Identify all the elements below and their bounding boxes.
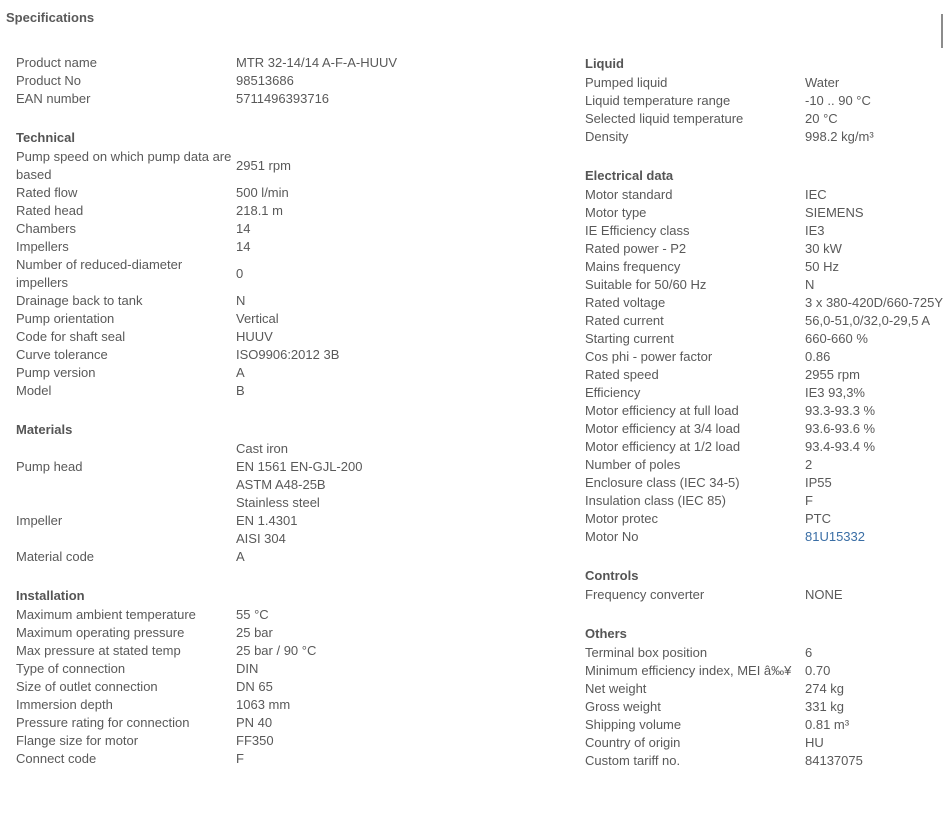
spec-row-impeller <box>16 494 576 548</box>
spec-value-group <box>805 110 838 128</box>
spec-label: Frequency converter <box>585 587 705 602</box>
spec-value-group <box>236 202 283 220</box>
spec-value: 30 kW <box>805 241 842 256</box>
spec-label: Maximum ambient temperature <box>16 607 196 622</box>
spec-row-pump-orientation <box>16 310 576 328</box>
spec-row-pump-head <box>16 440 576 494</box>
spec-value: 6 <box>805 645 813 660</box>
spec-label: Immersion depth <box>16 697 113 712</box>
spec-section-materials <box>16 420 576 566</box>
spec-label: Rated speed <box>585 367 659 382</box>
section-spacer <box>16 400 576 420</box>
spec-row-starting-current <box>585 330 944 348</box>
spec-value-group <box>805 510 831 528</box>
spec-label: Rated voltage <box>585 295 666 310</box>
spec-label: Impeller <box>16 513 63 528</box>
spec-value-group <box>805 92 871 110</box>
spec-value-group <box>805 752 863 770</box>
spec-value: Stainless steel <box>236 495 320 510</box>
spec-label: Motor efficiency at 1/2 load <box>585 439 741 454</box>
page-title: Specifications <box>6 10 95 25</box>
spec-value: IEC <box>805 187 827 202</box>
spec-label: Rated head <box>16 203 84 218</box>
spec-label: Terminal box position <box>585 645 708 660</box>
spec-value: -10 .. 90 °C <box>805 93 871 108</box>
spec-row-drainage-back-to-tank <box>16 292 576 310</box>
spec-value: 3 x 380-420D/660-725Y <box>805 295 944 310</box>
spec-value: MTR 32-14/14 A-F-A-HUUV <box>236 55 398 70</box>
spec-value-group <box>805 294 943 312</box>
spec-label: Pump version <box>16 365 96 380</box>
spec-value-group <box>236 310 279 328</box>
spec-value: 5711496393716 <box>236 91 330 106</box>
spec-label: Motor No <box>585 529 639 544</box>
spec-label: Connect code <box>16 751 97 766</box>
spec-value-group <box>236 265 243 283</box>
spec-section-others <box>585 624 944 770</box>
spec-value: IP55 <box>805 475 832 490</box>
spec-value-group <box>236 440 362 494</box>
spec-row-motor-standard <box>585 186 944 204</box>
spec-row-rated-speed <box>585 366 944 384</box>
spec-label: Motor protec <box>585 511 658 526</box>
spec-row-motor-efficiency-at-full-load <box>585 402 944 420</box>
spec-value: A <box>236 549 245 564</box>
spec-label: Selected liquid temperature <box>585 111 744 126</box>
spec-value: 274 kg <box>805 681 845 696</box>
spec-row-immersion-depth <box>16 696 576 714</box>
spec-value-group <box>236 328 273 346</box>
spec-row-net-weight <box>585 680 944 698</box>
spec-row-rated-current <box>585 312 944 330</box>
spec-row-terminal-box-position <box>585 644 944 662</box>
spec-value: F <box>236 751 244 766</box>
spec-row-motor-protec <box>585 510 944 528</box>
spec-label: Drainage back to tank <box>16 293 143 308</box>
spec-value-group <box>805 186 827 204</box>
section-title: Electrical data <box>585 168 674 183</box>
spec-row-minimum-efficiency-index-mei <box>585 662 944 680</box>
spec-label: Product name <box>16 55 97 70</box>
spec-row-number-of-poles <box>585 456 944 474</box>
spec-value: 98513686 <box>236 73 294 88</box>
spec-value-group <box>805 420 875 438</box>
spec-value-group <box>236 624 273 642</box>
spec-label: Motor standard <box>585 187 673 202</box>
section-title: Liquid <box>585 56 624 71</box>
spec-section-general <box>16 54 576 108</box>
spec-value: Cast iron <box>236 441 289 456</box>
spec-value: B <box>236 383 245 398</box>
spec-value: 2 <box>805 457 813 472</box>
spec-value: 25 bar / 90 °C <box>236 643 317 658</box>
spec-row-rated-flow <box>16 184 576 202</box>
spec-label: Net weight <box>585 681 647 696</box>
spec-label: Type of connection <box>16 661 126 676</box>
spec-value: HUUV <box>236 329 273 344</box>
spec-section-controls <box>585 566 944 604</box>
spec-row-model <box>16 382 576 400</box>
spec-row-motor-no <box>585 528 944 546</box>
spec-value: 14 <box>236 239 251 254</box>
spec-value: 20 °C <box>805 111 838 126</box>
spec-value: EN 1.4301 <box>236 513 298 528</box>
spec-row-flange-size-for-motor <box>16 732 576 750</box>
spec-value: F <box>805 493 813 508</box>
spec-label: Mains frequency <box>585 259 681 274</box>
spec-value: 218.1 m <box>236 203 283 218</box>
spec-value-group <box>805 438 875 456</box>
spec-value: Vertical <box>236 311 279 326</box>
spec-label: Maximum operating pressure <box>16 625 185 640</box>
section-spacer <box>16 566 576 586</box>
section-title: Controls <box>585 568 639 583</box>
spec-row-connect-code <box>16 750 576 768</box>
spec-row-curve-tolerance <box>16 346 576 364</box>
spec-label: Chambers <box>16 221 76 236</box>
spec-label: Cos phi - power factor <box>585 349 713 364</box>
spec-value-group <box>805 222 825 240</box>
spec-label: Enclosure class (IEC 34-5) <box>585 475 740 490</box>
spec-value: ASTM A48-25B <box>236 477 326 492</box>
spec-label: Efficiency <box>585 385 641 400</box>
section-title: Materials <box>16 422 73 437</box>
spec-row-max-pressure-at-stated-temp <box>16 642 576 660</box>
spec-row-gross-weight <box>585 698 944 716</box>
spec-value-group <box>805 240 842 258</box>
spec-label: Pumped liquid <box>585 75 668 90</box>
spec-row-number-of-reduced-diameter-impellers <box>16 256 576 292</box>
spec-row-pressure-rating-for-connection <box>16 714 576 732</box>
spec-row-cos-phi-power-factor <box>585 348 944 366</box>
motor-no-link[interactable]: 81U15332 <box>805 529 865 544</box>
spec-row-type-of-connection <box>16 660 576 678</box>
spec-row-shipping-volume <box>585 716 944 734</box>
spec-value: 93.6-93.6 % <box>805 421 876 436</box>
spec-value-group <box>236 157 291 175</box>
spec-value-group <box>236 238 250 256</box>
spec-row-ean-number <box>16 90 576 108</box>
spec-value-group <box>236 72 294 90</box>
section-spacer <box>585 604 944 624</box>
spec-value: PTC <box>805 511 831 526</box>
spec-label: Size of outlet connection <box>16 679 158 694</box>
spec-value: 93.3-93.3 % <box>805 403 876 418</box>
spec-label: Pump head <box>16 459 83 474</box>
spec-value: 93.4-93.4 % <box>805 439 876 454</box>
spec-row-efficiency <box>585 384 944 402</box>
spec-value: PN 40 <box>236 715 273 730</box>
spec-label: Motor efficiency at 3/4 load <box>585 421 741 436</box>
spec-row-enclosure-class-iec-34-5 <box>585 474 944 492</box>
spec-value: 331 kg <box>805 699 845 714</box>
spec-value: ISO9906:2012 3B <box>236 347 340 362</box>
spec-value: AISI 304 <box>236 531 286 546</box>
spec-label: Pump orientation <box>16 311 115 326</box>
spec-value-group <box>805 402 875 420</box>
spec-label: Rated current <box>585 313 664 328</box>
spec-value-group <box>236 678 273 696</box>
section-title: Others <box>585 626 627 641</box>
spec-value: 660-660 % <box>805 331 868 346</box>
spec-value: 0.86 <box>805 349 831 364</box>
spec-value-group <box>805 734 824 752</box>
spec-value-group <box>805 128 874 146</box>
spec-value-group <box>805 716 849 734</box>
spec-section-electrical-data <box>585 166 944 546</box>
spec-label: Model <box>16 383 52 398</box>
spec-row-custom-tariff-no <box>585 752 944 770</box>
spec-value-group <box>236 714 272 732</box>
spec-label: Product No <box>16 73 82 88</box>
spec-row-insulation-class-iec-85 <box>585 492 944 510</box>
spec-row-motor-efficiency-at-3-4-load <box>585 420 944 438</box>
spec-row-motor-type <box>585 204 944 222</box>
spec-label: Impellers <box>16 239 69 254</box>
spec-label: Motor type <box>585 205 647 220</box>
spec-value: 0.70 <box>805 663 831 678</box>
spec-value-group <box>805 586 843 604</box>
spec-value: 55 °C <box>236 607 269 622</box>
spec-row-country-of-origin <box>585 734 944 752</box>
spec-value: A <box>236 365 245 380</box>
spec-label: Material code <box>16 549 95 564</box>
spec-row-liquid-temperature-range <box>585 92 944 110</box>
spec-value: SIEMENS <box>805 205 864 220</box>
spec-label: Country of origin <box>585 735 681 750</box>
spec-value-group <box>805 474 832 492</box>
spec-value-group <box>236 750 244 768</box>
spec-row-suitable-for-50-60-hz <box>585 276 944 294</box>
spec-row-ie-efficiency-class <box>585 222 944 240</box>
spec-row-rated-voltage <box>585 294 944 312</box>
section-title: Technical <box>16 130 76 145</box>
spec-value-group <box>236 54 397 72</box>
spec-label: Flange size for motor <box>16 733 139 748</box>
spec-value: EN 1561 EN-GJL-200 <box>236 459 363 474</box>
spec-value-group <box>805 348 830 366</box>
spec-section-installation <box>16 586 576 768</box>
spec-value-group <box>236 90 329 108</box>
spec-row-product-name <box>16 54 576 72</box>
spec-value-group <box>805 680 844 698</box>
spec-value: IE3 <box>805 223 825 238</box>
spec-label: Shipping volume <box>585 717 682 732</box>
spec-value-group <box>805 74 839 92</box>
spec-value-group <box>805 492 813 510</box>
spec-row-material-code <box>16 548 576 566</box>
spec-value-group <box>236 494 320 548</box>
spec-row-mains-frequency <box>585 258 944 276</box>
spec-value-group <box>236 382 245 400</box>
spec-label: Insulation class (IEC 85) <box>585 493 726 508</box>
spec-row-pump-version <box>16 364 576 382</box>
spec-value: 56,0-51,0/32,0-29,5 A <box>805 313 931 328</box>
spec-value-group <box>805 312 930 330</box>
spec-value: 2955 rpm <box>805 367 860 382</box>
spec-value: 1063 mm <box>236 697 291 712</box>
spec-label: IE Efficiency class <box>585 223 690 238</box>
spec-section-technical <box>16 128 576 400</box>
spec-row-motor-efficiency-at-1-2-load <box>585 438 944 456</box>
spec-value-group <box>805 366 860 384</box>
spec-label: Rated power - P2 <box>585 241 687 256</box>
spec-value-group <box>805 384 865 402</box>
spec-row-impellers <box>16 238 576 256</box>
spec-row-rated-head <box>16 202 576 220</box>
spec-label: EAN number <box>16 91 91 106</box>
spec-label: Density <box>585 129 629 144</box>
spec-label: Custom tariff no. <box>585 753 681 768</box>
spec-value-group <box>236 696 290 714</box>
spec-label: Number of poles <box>585 457 681 472</box>
section-spacer <box>585 546 944 566</box>
spec-section-liquid <box>585 54 944 146</box>
spec-value-group <box>805 662 830 680</box>
spec-label: Liquid temperature range <box>585 93 731 108</box>
spec-value-group <box>236 220 250 238</box>
spec-value: 25 bar <box>236 625 273 640</box>
spec-label: Code for shaft seal <box>16 329 126 344</box>
spec-value: 998.2 kg/m³ <box>805 129 874 144</box>
spec-row-selected-liquid-temperature <box>585 110 944 128</box>
spec-row-maximum-operating-pressure <box>16 624 576 642</box>
spec-value-group <box>236 548 245 566</box>
section-spacer <box>585 146 944 166</box>
spec-row-rated-power-p2 <box>585 240 944 258</box>
spec-value: NONE <box>805 587 843 602</box>
spec-row-size-of-outlet-connection <box>16 678 576 696</box>
spec-value-group <box>236 292 245 310</box>
spec-label: Suitable for 50/60 Hz <box>585 277 707 292</box>
spec-label: Rated flow <box>16 185 78 200</box>
spec-value: FF350 <box>236 733 274 748</box>
spec-value-group <box>236 606 269 624</box>
spec-label: Curve tolerance <box>16 347 108 362</box>
scrollbar-thumb[interactable] <box>941 14 943 48</box>
spec-row-pump-speed-on-which-pump-data-are-based <box>16 148 576 184</box>
specs-right-column <box>585 54 944 770</box>
spec-label: Max pressure at stated temp <box>16 643 181 658</box>
spec-label: Pressure rating for connection <box>16 715 190 730</box>
spec-row-code-for-shaft-seal <box>16 328 576 346</box>
spec-value-group <box>236 660 258 678</box>
spec-value-group <box>236 184 289 202</box>
spec-value-group <box>805 528 865 546</box>
spec-value: Water <box>805 75 840 90</box>
spec-value: N <box>236 293 246 308</box>
spec-value-group <box>805 644 812 662</box>
spec-value-group <box>236 642 316 660</box>
spec-value-group <box>236 364 245 382</box>
spec-label: Starting current <box>585 331 674 346</box>
specs-left-column <box>16 54 576 768</box>
spec-label: Number of reduced-diameter impellers <box>16 257 183 290</box>
spec-value: 50 Hz <box>805 259 839 274</box>
spec-value: DN 65 <box>236 679 273 694</box>
spec-value: IE3 93,3% <box>805 385 865 400</box>
spec-row-pumped-liquid <box>585 74 944 92</box>
spec-label: Pump speed on which pump data are based <box>16 149 232 182</box>
spec-row-density <box>585 128 944 146</box>
section-spacer <box>16 108 576 128</box>
spec-value-group <box>236 732 274 750</box>
spec-value-group <box>805 456 812 474</box>
spec-value: 2951 rpm <box>236 158 291 173</box>
spec-row-product-no <box>16 72 576 90</box>
spec-value: HU <box>805 735 824 750</box>
spec-value-group <box>805 330 868 348</box>
spec-value: 14 <box>236 221 251 236</box>
spec-label: Gross weight <box>585 699 661 714</box>
spec-row-maximum-ambient-temperature <box>16 606 576 624</box>
spec-label: Minimum efficiency index, MEI â‰¥ <box>585 663 792 678</box>
section-title: Installation <box>16 588 85 603</box>
spec-label: Motor efficiency at full load <box>585 403 739 418</box>
spec-value: N <box>805 277 815 292</box>
spec-value-group <box>805 258 839 276</box>
spec-value: 0 <box>236 266 244 281</box>
spec-value: 84137075 <box>805 753 863 768</box>
spec-value-group <box>805 204 864 222</box>
spec-value: 500 l/min <box>236 185 289 200</box>
spec-value-group <box>805 276 814 294</box>
spec-value-group <box>805 698 844 716</box>
spec-value: 0.81 m³ <box>805 717 850 732</box>
spec-row-chambers <box>16 220 576 238</box>
spec-row-frequency-converter <box>585 586 944 604</box>
spec-value: DIN <box>236 661 259 676</box>
spec-value-group <box>236 346 339 364</box>
